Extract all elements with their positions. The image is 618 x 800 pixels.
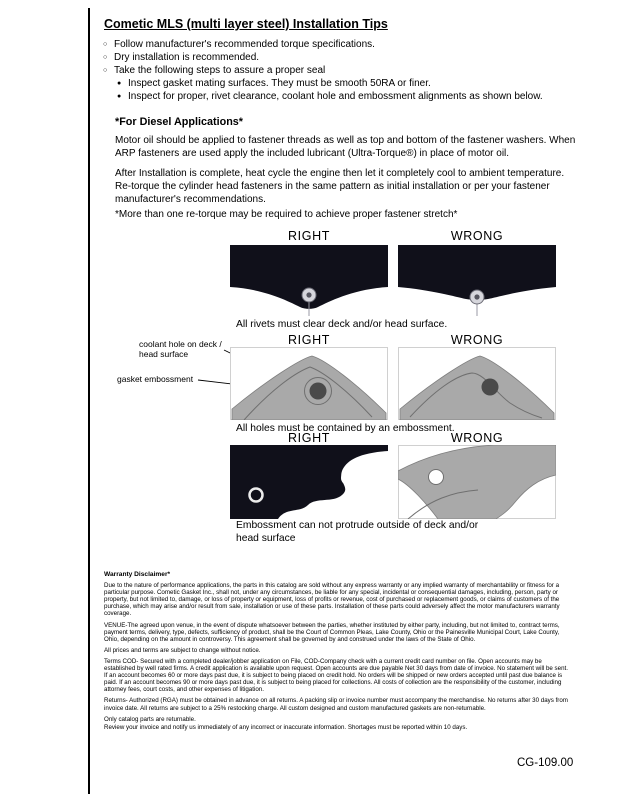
page-title: Cometic MLS (multi layer steel) Installation Tips <box>104 17 388 31</box>
retorque-note: *More than one re-torque may be required to achieve proper fastener stretch* <box>115 209 458 220</box>
legal-paragraph: VENUE-The agreed upon venue, in the event of dispute whatsoever between the parties, whether instituted by either party, including, but not limited to, contract terms, payment terms, delivery, type, defects, sufficiency of product, shall be the Court of Common Pleas, Lake County, Ohio or the Painesville Municipal Court, Lake County, Ohio, depending on the amount in controversy. This agreement shall be governed by and construed under the laws of the State of Ohio. <box>104 621 560 643</box>
diagram-row1-wrong-image <box>398 245 556 316</box>
tip-item: ○ Dry installation is recommended. <box>103 51 573 64</box>
legal-paragraph: Due to the nature of performance applications, the parts in this catalog are sold without any express warranty or any implied warranty of merchantability or fitness for a particular purpose. Cometic Gasket Inc., shall not, under any circumstances, be liable for any special, incidental or consequential damages, including, person, party or property, but not limited to, damage, or loss of property or equipment, loss of profits or revenue, cost of purchased or replacement goods, or claims of customers of the purchase, which may arise and/or result from sale, installation or use of these parts. Installation of these parts could adversely affect the motor manufacturers warranty coverage. <box>104 582 560 618</box>
catalog-code: CG-109.00 <box>517 757 574 769</box>
gasket-embossment-label: gasket embossment <box>117 374 194 384</box>
tip-item: ○ Follow manufacturer's recommended torque specifications. <box>103 38 573 51</box>
tip-subitem: ● Inspect gasket mating surfaces. They must be smooth 50RA or finer. <box>117 77 573 90</box>
row1-right-label: RIGHT <box>288 229 330 243</box>
warranty-disclaimer-section <box>104 571 570 735</box>
legal-paragraph: Terms COD- Secured with a completed dealer/jobber application on File, COD-Company check with a current credit card number on file. Open accounts may be established by well rated firms. A credit application is available upon request. Open accounts are due payable Net 30 days from date of invoice. No statement will be sent. If an account becomes 60 or more days past due, it is subject to being placed on credit hold. No orders will be shipped or new orders accepted until past due balance is paid. If an account becomes 90 or more days past due, it is subject to being placed for collections. All costs of collection are the responsibility of the customer, including attorney fees, court costs, and other expenses of litigation. <box>104 657 568 694</box>
legal-paragraph: Review your invoice and notify us immediately of any incorrect or inaccurate information. Shortages must be reported within 10 days. <box>104 723 468 731</box>
legal-paragraph: Returns- Authorized (RGA) must be obtained in advance on all returns. A packing slip or invoice number must accompany the merchandise. No returns after 30 days from invoice date. All returns are subject to a 25% restocking charge. All custom designed and custom manufactured gaskets are non-returnable. <box>104 697 568 712</box>
row2-wrong-label: WRONG <box>450 333 504 347</box>
tip-subitem: ● Inspect for proper, rivet clearance, coolant hole and embossment alignments as shown below. <box>117 90 573 103</box>
embossment-protruding-diagram <box>398 445 556 519</box>
diesel-applications-heading: *For Diesel Applications* <box>115 116 243 128</box>
hole-not-contained-diagram <box>398 347 556 420</box>
diagram-row2-right-image <box>230 347 388 420</box>
installation-subtips-list <box>117 77 573 103</box>
row3-right-label: RIGHT <box>288 431 330 445</box>
left-border-rule <box>88 8 90 794</box>
diagram-row3-caption: Embossment can not protrude outside of deck and/or head surface <box>236 520 479 544</box>
installation-tips-list <box>103 38 573 103</box>
diagram-row2-wrong-image <box>398 347 556 420</box>
coolant-hole-label: coolant hole on deck / head surface <box>139 339 222 359</box>
legal-paragraph: Only catalog parts are returnable. <box>104 715 196 723</box>
row2-right-label: RIGHT <box>288 333 330 347</box>
legal-paragraph: All prices and terms are subject to change without notice. <box>104 646 261 654</box>
hole-contained-diagram <box>230 347 388 420</box>
row1-wrong-label: WRONG <box>450 229 504 243</box>
diagram-row2-caption: All holes must be contained by an embossment. <box>236 423 455 434</box>
embossment-inside-diagram <box>230 445 388 519</box>
tip-item: ○ Take the following steps to assure a proper seal <box>103 64 573 77</box>
diagram-row3-wrong-image <box>398 445 556 519</box>
diesel-paragraph-1: Motor oil should be applied to fastener threads as well as top and bottom of the fastener washers. When ARP fasteners are used apply the included lubricant (Ultra-Torque®) in place of motor oil. <box>115 135 576 160</box>
rivet-clear-diagram <box>230 245 388 316</box>
diagram-row1-right-image <box>230 245 388 316</box>
warranty-disclaimer-title: Warranty Disclaimer* <box>104 571 171 578</box>
diagram-row3-right-image <box>230 445 388 519</box>
diesel-paragraph-2: After Installation is complete, heat cycle the engine then let it completely cool to ambient temperature. Re-torque the cylinder head fasteners in the same pattern as initial installation or per your fastener manufacturer's recommendations. <box>115 168 565 206</box>
diagram-row1-caption: All rivets must clear deck and/or head surface. <box>236 319 448 330</box>
row3-wrong-label: WRONG <box>450 431 504 445</box>
rivet-interference-diagram <box>398 245 556 316</box>
